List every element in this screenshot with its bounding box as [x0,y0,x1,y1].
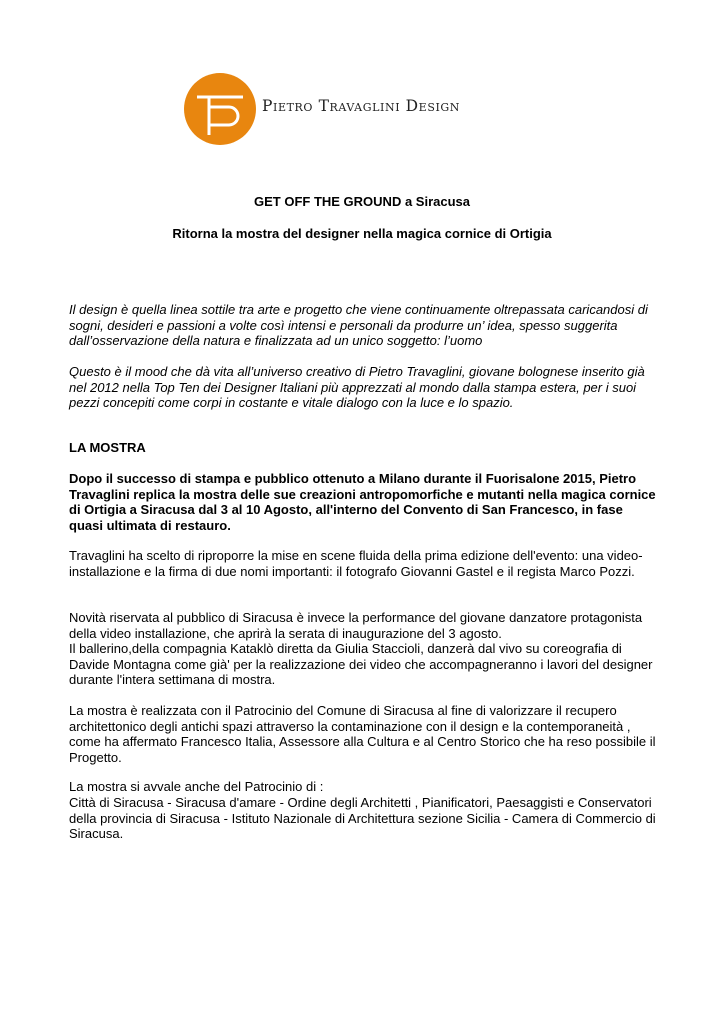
document-title: GET OFF THE GROUND a Siracusa [254,194,470,209]
document-subtitle: Ritorna la mostra del designer nella magica cornice di Ortigia [172,226,552,241]
paragraph-6: Città di Siracusa - Siracusa d'amare - Ordine degli Architetti , Pianificatori, Paesaggisti e Conservatori della provincia di Siracusa - Istituto Nazionale di Architettura sezione Sicilia - Camera di Commercio di Siracusa. [69,795,656,842]
paragraph-4: La mostra è realizzata con il Patrocinio del Comune di Siracusa al fine di valorizzare il recupero architettonico degli antichi spazi attraverso la contaminazione con il design e la contemporaneità , come ha affermato Francesco Italia, Assessore alla Cultura e al Centro Storico che ha reso possibile il Progetto. [69,703,656,765]
section-heading: LA MOSTRA [69,440,146,455]
lead-paragraph: Dopo il successo di stampa e pubblico ottenuto a Milano durante il Fuorisalone 2015, Pietro Travaglini replica la mostra delle sue creazioni antropomorfiche e mutanti nella magica cornice di Ortigia a Siracusa dal 3 al 10 Agosto, all'interno del Convento di San Francesco, in fase quasi ultimata di restauro. [69,471,656,533]
brand-name: Pietro Travaglini Design [262,97,461,115]
paragraph-1: Travaglini ha scelto di riproporre la mise en scene fluida della prima edizione dell'evento: una video-installazione e la firma di due nomi importanti: il fotografo Giovanni Gastel e il regista Marco Pozzi. [69,548,643,579]
paragraph-5: La mostra si avvale anche del Patrocinio di : [69,779,324,794]
intro-paragraph-1: Il design è quella linea sottile tra arte e progetto che viene continuamente oltrepassata caricandosi di sogni, desideri e passioni a volte così intensi e personali da produrre un’ idea, spesso suggerita dall’osservazione della natura e finalizzata ad un unico soggetto: l’uomo [69,302,648,349]
paragraph-2: Novità riservata al pubblico di Siracusa è invece la performance del giovane danzatore protagonista della video installazione, che aprirà la serata di inaugurazione del 3 agosto. [69,610,643,641]
paragraph-3: Il ballerino,della compagnia Kataklò diretta da Giulia Staccioli, danzerà dal vivo su coreografia di Davide Montagna come già' per la realizzazione dei video che accompagneranno i lavori del designer durante l'intera settimana di mostra. [69,641,653,688]
intro-paragraph-2: Questo è il mood che dà vita all’universo creativo di Pietro Travaglini, giovane bolognese inserito già nel 2012 nella Top Ten dei Designer Italiani più apprezzati al mondo dalla stampa estera, per i suoi pezzi concepiti come corpi in costante e vitale dialogo con la luce e lo spazio. [69,364,645,411]
brand-logo [183,72,563,146]
tp-monogram-icon [183,72,257,146]
